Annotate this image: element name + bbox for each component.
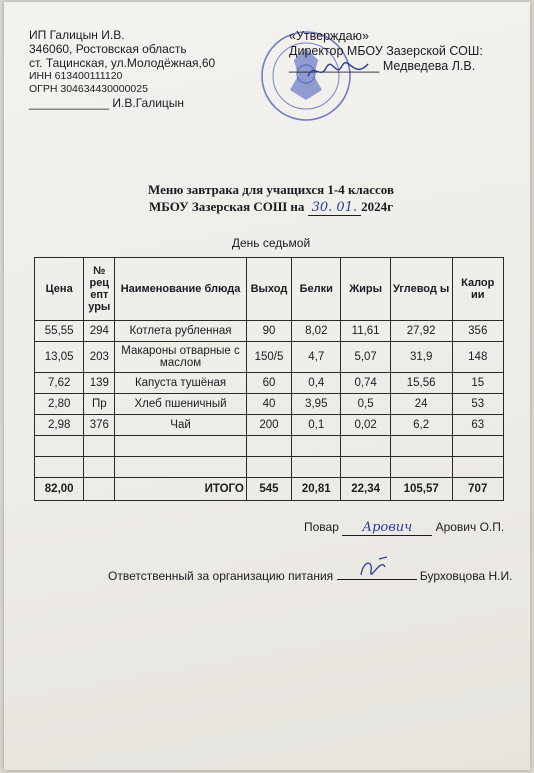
header-carbs: Углевод ы: [390, 258, 452, 321]
empty-row: [35, 457, 504, 478]
responsible-signature-row: [108, 567, 512, 583]
responsible-signature-icon: [357, 555, 393, 581]
menu-subtitle: МБОУ Зазерская СОШ на 30. 01. 2024г: [148, 199, 394, 215]
cook-label: Повар: [304, 520, 339, 534]
menu-table: [34, 257, 504, 501]
approval-heading: «Утверждаю»: [289, 29, 369, 43]
table-header-row: [35, 258, 504, 321]
total-row: 82,00 ИТОГО 545 20,81 22,34 105,57 707: [35, 478, 504, 501]
entrepreneur-address-2: ст. Тацинская, ул.Молодёжная,60: [29, 56, 216, 70]
entrepreneur-inn: ИНН 613400111120: [29, 70, 123, 82]
header-fats: Жиры: [341, 258, 390, 321]
cook-signature-row: [304, 520, 504, 536]
menu-title: Меню завтрака для учащихся 1-4 классов: [147, 182, 394, 197]
table-row: 13,05 203 Макароны отварные с маслом 150/5 4,7 5,07 31,9 148: [35, 342, 504, 373]
responsible-name: Бурховцова Н.И.: [419, 569, 513, 583]
header-price: Цена: [35, 258, 84, 321]
header-portion: Выход: [246, 258, 291, 321]
director-signature-icon: [304, 58, 374, 84]
cook-name: Арович О.П.: [435, 520, 505, 534]
cook-handwritten-signature: Арович: [342, 520, 432, 536]
entrepreneur-address-1: 346060, Ростовская область: [29, 42, 187, 56]
entrepreneur-name: ИП Галицын И.В.: [29, 28, 125, 42]
director-title: Директор МБОУ Зазерской СОШ:: [289, 44, 483, 58]
header-recipe-number: № рец епт уры: [84, 258, 115, 321]
header-dish-name: Наименование блюда: [115, 258, 247, 321]
handwritten-date: 30. 01.: [308, 200, 361, 216]
table-row: 2,80 Пр Хлеб пшеничный 40 3,95 0,5 24 53: [35, 394, 504, 415]
table-row: 55,55 294 Котлета рубленная 90 8,02 11,61 27,92 356: [35, 321, 504, 342]
entrepreneur-details: [29, 28, 215, 110]
day-label: День седьмой: [231, 236, 311, 250]
table-row: 2,98 376 Чай 200 0,1 0,02 6,2 63: [35, 415, 504, 436]
table-row: 7,62 139 Капуста тушёная 60 0,4 0,74 15,56 15: [35, 373, 504, 394]
document-page: [4, 2, 530, 770]
header-calories: Калор ии: [452, 258, 503, 321]
header-proteins: Белки: [292, 258, 341, 321]
responsible-label: Ответственный за организацию питания: [108, 569, 334, 583]
responsible-signature-line: [337, 567, 417, 580]
director-signature-line: _____________ Медведева Л.В.: [289, 59, 476, 73]
entrepreneur-ogrn: ОГРН 304634430000025: [29, 83, 148, 95]
entrepreneur-signature-line: ____________ И.В.Галицын: [29, 96, 185, 110]
empty-row: [35, 436, 504, 457]
